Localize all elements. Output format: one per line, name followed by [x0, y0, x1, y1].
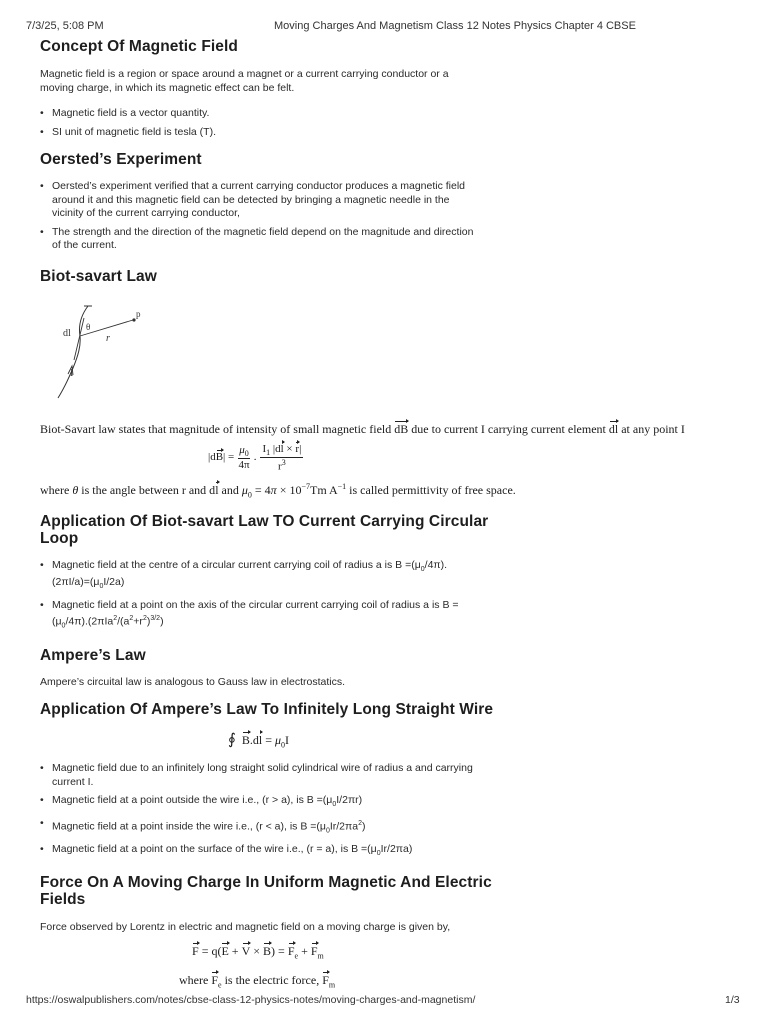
definition-line-1: Magnetic field is a region or space around a magnet or a current carrying conductor or a — [40, 68, 449, 80]
num-cross: × — [283, 442, 296, 455]
lorentz-b-vector: B — [263, 944, 272, 959]
section-oersted — [40, 151, 740, 253]
print-page-title: Moving Charges And Magnetism Class 12 Notes Physics Chapter 4 CBSE — [274, 20, 636, 32]
main-numerator — [260, 443, 303, 458]
lhs-open: |d — [208, 451, 216, 464]
lorentz-formula — [192, 944, 740, 960]
lorentz-fm-subscript: m — [317, 951, 324, 961]
where-part-d: = 4 — [251, 483, 271, 498]
definition-line-2: moving charge, in which its magnetic effect can be felt. — [40, 81, 295, 94]
lorentz-v-vector: V — [241, 944, 251, 959]
amperes-law-formula — [228, 730, 740, 749]
heading-lorentz-line-2: Fields — [40, 890, 86, 908]
formula-equals: = — [262, 733, 275, 748]
heading-amperes-law: Ampere’s Law — [40, 646, 146, 664]
formula-dot: .d — [249, 733, 259, 748]
lorentz-close: ) = — [271, 944, 288, 959]
loop-axis-part-b: /4π).(2πIa — [65, 615, 114, 628]
fact-si-unit: • SI unit of magnetic field is tesla (T). — [40, 126, 740, 140]
main-denominator — [278, 458, 286, 473]
wire-solid-cylinder — [40, 762, 740, 789]
heading-straight-wire: Application Of Ampere’s Law To Infinitely Long Straight Wire — [40, 701, 494, 719]
wire-solid-line-2: current I. — [52, 775, 94, 788]
oersted-point-1-line-3: vicinity of the current carrying conductor, — [52, 207, 240, 219]
num-l-vector: l — [280, 442, 284, 455]
amperes-law-statement: Ampere’s circuital law is analogous to Gauss law in electrostatics. — [40, 675, 346, 688]
lorentz-intro: Force observed by Lorentz in electric and magnetic field on a moving charge is given by, — [40, 920, 451, 933]
wire-surface-field — [40, 843, 740, 861]
heading-lorentz-force — [40, 874, 740, 908]
num-r-vector: r — [295, 442, 300, 455]
mu-subscript: 0 — [244, 449, 249, 459]
loop-axis-part-a: (μ — [52, 615, 62, 628]
mu-denominator: 4π — [238, 459, 250, 472]
formula-current: I — [285, 733, 289, 748]
formula-dot: . — [253, 451, 257, 464]
wire-inside-sub: 0 — [325, 827, 330, 835]
loop-axis-sup-3: 2 — [142, 615, 147, 623]
magnetic-field-facts — [40, 107, 740, 139]
lorentz-f-vector: F — [192, 944, 199, 959]
lorentz-where-clause — [179, 973, 740, 989]
mu-numerator — [238, 444, 250, 459]
loop-axis-part-e: ) — [146, 615, 151, 628]
statement-db-vector: dB — [394, 421, 409, 436]
section-amperes-law — [40, 647, 740, 690]
formula-mu-subscript: 0 — [281, 740, 285, 750]
loop-centre-line-1: Magnetic field at the centre of a circular current carrying coil of radius a is B =(μ — [52, 558, 421, 571]
lorentz-plus-2: + — [298, 944, 311, 959]
oersted-points — [40, 180, 740, 253]
mu-fraction — [238, 444, 250, 471]
wire-surface-text: Magnetic field at a point on the surface of the wire i.e., (r = a), is B =(μ — [52, 843, 377, 856]
oersted-point-1-line-1: Oersted’s experiment verified that a current carrying conductor produces a magnetic field — [52, 180, 466, 192]
loop-centre-line-2: (2πI/a)=(μ — [52, 576, 100, 589]
statement-dl-vector: dl — [608, 421, 619, 436]
article-content — [40, 38, 740, 989]
lorentz-cross: × — [250, 944, 264, 959]
formula-l-vector: l — [258, 733, 263, 748]
label-r: r — [106, 332, 110, 344]
label-p: p — [136, 308, 141, 319]
loop-axis-sup-4: 3/2 — [150, 615, 161, 623]
lorentz-fe-subscript: e — [294, 951, 299, 961]
label-theta: θ — [86, 321, 91, 332]
loop-axis-sup-2: 2 — [129, 615, 134, 623]
lorentz-where-fe-sub: e — [218, 979, 222, 989]
statement-part-c: due to current I carrying current element — [408, 421, 609, 436]
wire-surface-end: Ir/2πa) — [380, 843, 413, 856]
loop-centre-line-2-end: I/2a) — [103, 576, 125, 589]
where-part-b: is the angle between r and d — [78, 483, 216, 498]
section-circular-loop — [40, 513, 740, 634]
oersted-point-2-line-2: of the current. — [52, 239, 117, 251]
loop-centre-mu-sub: 0 — [420, 565, 425, 573]
lhs-close: | = — [223, 451, 235, 464]
loop-axis-sup-1: 2 — [113, 615, 118, 623]
den-exponent: 3 — [281, 457, 286, 467]
wire-outside-end: I/2πr) — [336, 794, 363, 807]
loop-axis-mu-sub: 0 — [61, 623, 66, 631]
oersted-point-1 — [40, 180, 740, 221]
heading-circular-loop-line-2: Loop — [40, 529, 79, 547]
lorentz-e-vector: E — [221, 944, 229, 959]
where-units: Tm A — [309, 483, 338, 498]
tangent-line — [74, 318, 84, 360]
wire-inside-end: ) — [362, 820, 366, 833]
print-date: 7/3/25, 5:08 PM — [26, 20, 104, 32]
wire-surface-sub: 0 — [376, 850, 381, 858]
lorentz-fm-vector: F — [310, 944, 318, 959]
where-l-vector: l — [215, 483, 219, 498]
formula-mu: μ — [274, 733, 281, 748]
wire-outside-field — [40, 794, 740, 812]
section-straight-wire — [40, 701, 740, 861]
lorentz-fe-vector: F — [287, 944, 295, 959]
wire-inside-text: Magnetic field at a point inside the wire i.e., (r < a), is B =(μ — [52, 820, 326, 833]
heading-biot-savart-law: Biot-savart Law — [40, 267, 157, 285]
biot-savart-statement — [40, 422, 740, 437]
den-r: r — [278, 460, 282, 473]
lorentz-where-fe: F — [211, 972, 219, 987]
loop-centre-line-2-sub: 0 — [99, 583, 104, 591]
loop-axis-line-1: Magnetic field at a point on the axis of the circular current carrying coil of radius a is B = — [52, 598, 459, 611]
statement-part-a: Biot-Savart law states that magnitude of intensity of small magnetic field — [40, 421, 395, 436]
loop-centre-line-1-end: /4π). — [424, 558, 448, 571]
wire-solid-line-1: Magnetic field due to an infinitely long straight solid cylindrical wire of radius a and carrying — [52, 762, 473, 775]
num-i: I — [262, 442, 267, 455]
loop-centre-field — [40, 559, 740, 594]
closed-integral-icon: ∮ — [228, 732, 236, 749]
wire-outside-sub: 0 — [332, 801, 337, 809]
main-fraction — [260, 443, 303, 473]
lorentz-where-b: is the electric force, — [221, 972, 323, 987]
wire-inside-mid: Ir/2πa — [329, 820, 359, 833]
where-part-c: and — [218, 483, 242, 498]
where-exponent: −7 — [301, 482, 310, 492]
circular-loop-points — [40, 559, 740, 634]
where-part-e: × 10 — [276, 483, 302, 498]
section-lorentz-force — [40, 874, 740, 989]
label-dl: dl — [63, 327, 71, 339]
heading-circular-loop — [40, 513, 740, 547]
section-biot-savart — [40, 268, 740, 500]
formula-b-vector: B — [241, 733, 250, 748]
where-mu: μ — [241, 483, 248, 498]
print-url: https://oswalpublishers.com/notes/cbse-class-12-physics-notes/moving-charges-and-magnetism/ — [26, 994, 476, 1006]
lorentz-where-fm: F — [322, 972, 329, 987]
loop-axis-part-d: +r — [133, 615, 143, 628]
biot-savart-where-clause — [40, 482, 740, 499]
heading-oersted-experiment: Oersted’s Experiment — [40, 151, 202, 168]
mu-symbol: μ — [239, 443, 245, 456]
straight-wire-points — [40, 762, 740, 860]
lorentz-eq-q: = q( — [198, 944, 222, 959]
fact-vector-quantity: • Magnetic field is a vector quantity. — [40, 107, 740, 121]
statement-part-e: at any point I — [618, 421, 685, 436]
section-magnetic-field — [40, 38, 740, 139]
num-abs-open: |d — [270, 442, 281, 455]
where-theta: θ — [72, 483, 79, 498]
where-part-g: is called permittivity of free space. — [346, 483, 516, 498]
where-mu-subscript: 0 — [247, 490, 252, 500]
heading-concept-of-magnetic-field: Concept Of Magnetic Field — [40, 38, 238, 55]
num-i-subscript: 1 — [266, 447, 271, 457]
where-units-exponent: −1 — [337, 482, 347, 492]
oersted-point-2-line-1: The strength and the direction of the magnetic field depend on the magnitude and direction — [52, 225, 474, 238]
lorentz-where-a: where — [179, 972, 212, 987]
num-abs-close: | — [299, 442, 302, 455]
heading-lorentz-line-1: Force On A Moving Charge In Uniform Magnetic And Electric — [40, 873, 492, 891]
magnetic-field-definition — [40, 68, 740, 95]
loop-axis-part-c: /(a — [117, 615, 130, 628]
where-part-a: where — [40, 483, 73, 498]
lhs-b-vector: B — [215, 451, 224, 464]
biot-savart-diagram — [48, 294, 168, 404]
loop-axis-field — [40, 599, 740, 634]
lorentz-where-fm-sub: m — [328, 979, 336, 989]
oersted-point-2 — [40, 226, 740, 253]
biot-savart-formula — [208, 443, 740, 473]
wire-inside-field — [40, 817, 740, 838]
lorentz-plus-1: + — [228, 944, 242, 959]
print-page-number: 1/3 — [725, 994, 740, 1006]
where-pi: π — [270, 483, 277, 498]
formula-lhs — [208, 451, 234, 463]
loop-axis-part-f: ) — [160, 615, 164, 628]
wire-outside-text: Magnetic field at a point outside the wire i.e., (r > a), is B =(μ — [52, 794, 333, 807]
wire-inside-sup: 2 — [358, 820, 363, 827]
label-i: I — [70, 367, 74, 379]
oersted-point-1-line-2: around it and this magnetic field can be detected by bringing a magnetic needle in the — [52, 193, 450, 206]
heading-circular-loop-line-1: Application Of Biot-savart Law TO Current Carrying Circular — [40, 512, 489, 530]
